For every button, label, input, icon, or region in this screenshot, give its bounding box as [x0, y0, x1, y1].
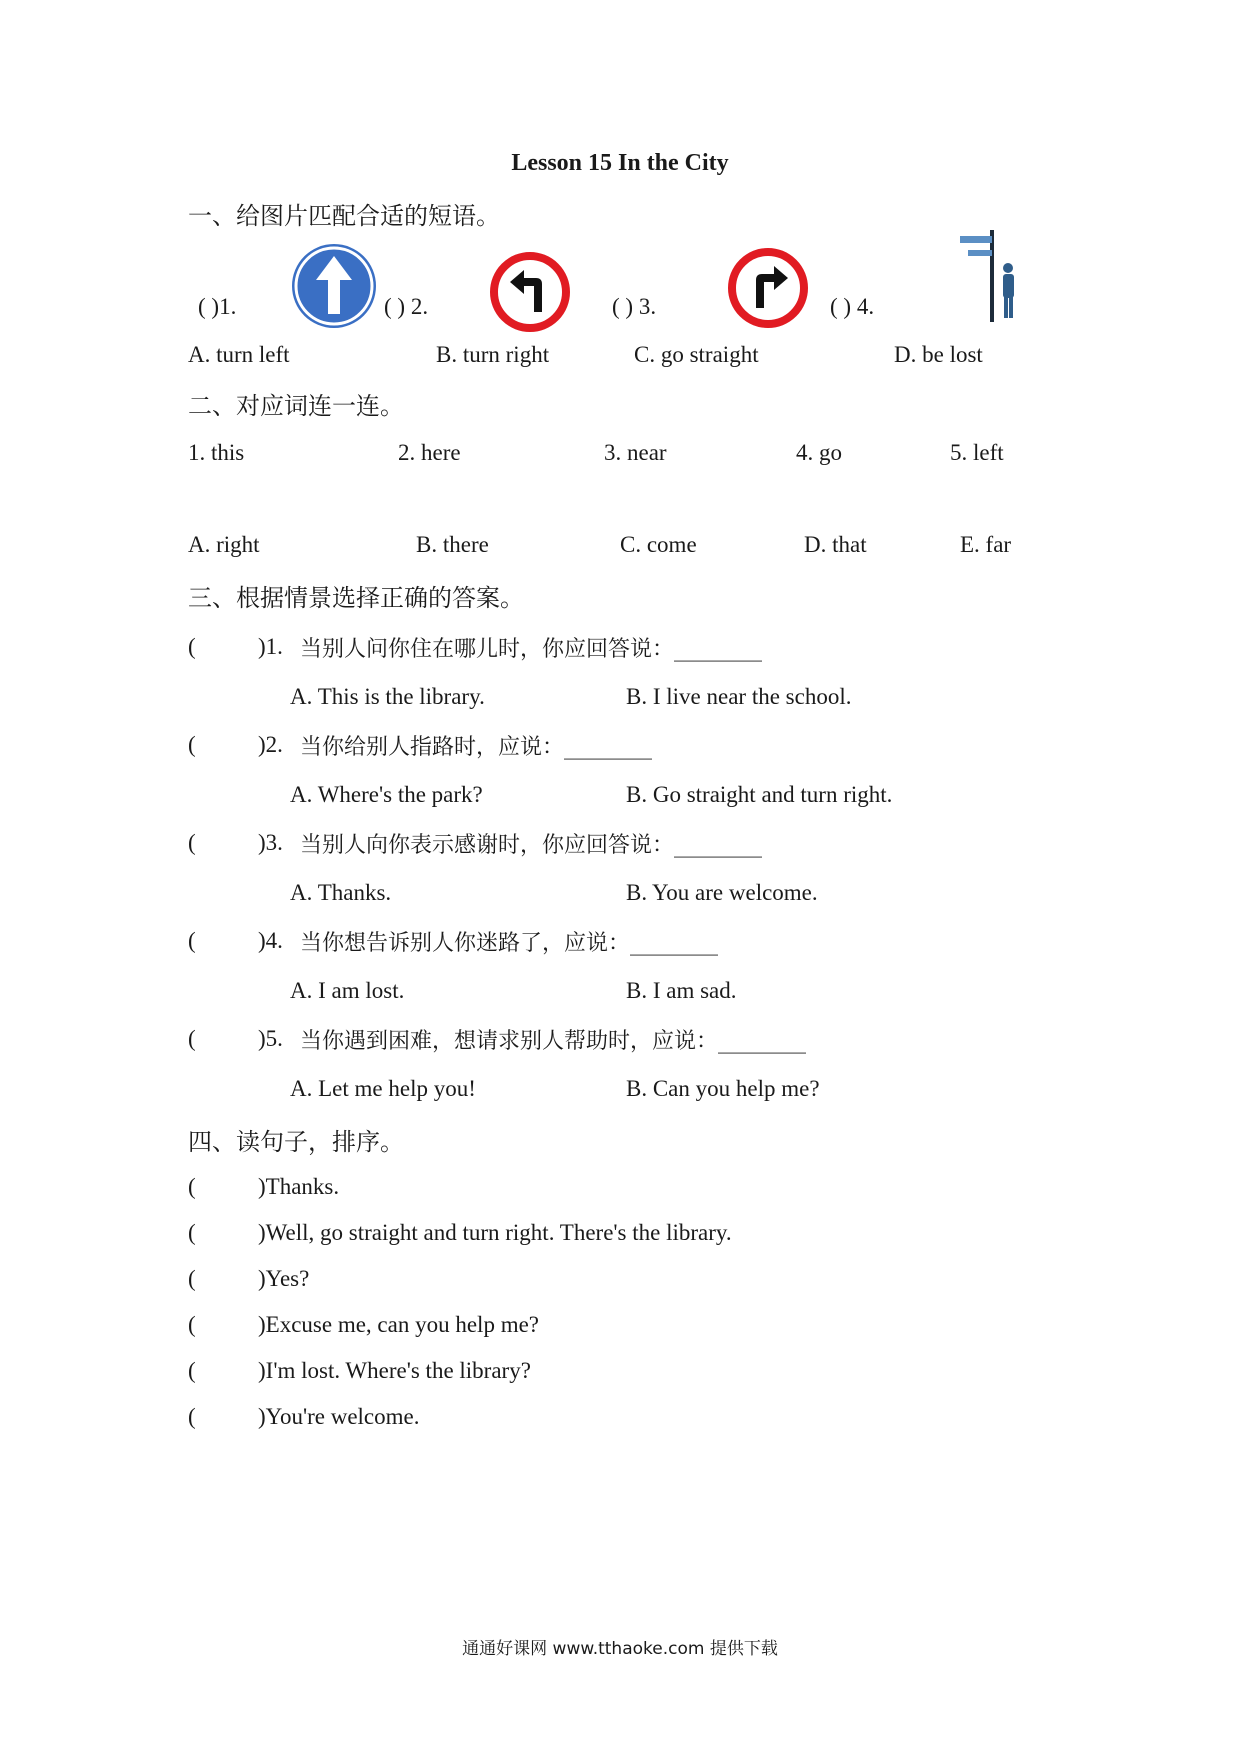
section4-heading: 四、读句子，排序。	[188, 1128, 404, 1156]
s4-line-6-text: )You're welcome.	[258, 1404, 420, 1429]
s3-q3-option-a: A. Thanks.	[290, 880, 392, 905]
s3-q4-paren: (	[188, 928, 196, 953]
s4-line-3-text: )Yes?	[258, 1266, 310, 1291]
go-straight-sign-icon	[290, 242, 378, 330]
s3-q5-num: )5.	[258, 1026, 283, 1051]
s4-line-1-text: )Thanks.	[258, 1174, 340, 1199]
s3-q1-option-b: B. I live near the school.	[626, 684, 852, 709]
s2-top-3: 3. near	[604, 440, 667, 465]
s3-q5-option-a: A. Let me help you!	[290, 1076, 476, 1101]
section3-heading: 三、根据情景选择正确的答案。	[188, 584, 524, 612]
section1-heading: 一、给图片匹配合适的短语。	[188, 202, 500, 230]
s3-q1-paren: (	[188, 634, 196, 659]
s2-top-2: 2. here	[398, 440, 461, 465]
lost-person-signpost-icon	[958, 230, 1018, 322]
s1-item-2-label: ( ) 2.	[384, 294, 429, 319]
s4-line-1-paren: (	[188, 1174, 196, 1199]
s3-q2-option-a: A. Where's the park?	[290, 782, 483, 807]
s3-q3-option-b: B. You are welcome.	[626, 880, 818, 905]
s3-q2-paren: (	[188, 732, 196, 757]
s3-q2-option-b: B. Go straight and turn right.	[626, 782, 893, 807]
s2-bottom-b: B. there	[416, 532, 489, 557]
s4-line-6-paren: (	[188, 1404, 196, 1429]
turn-right-sign-icon	[728, 248, 808, 328]
s3-q1-num: )1.	[258, 634, 283, 659]
s4-line-3-paren: (	[188, 1266, 196, 1291]
s2-top-5: 5. left	[950, 440, 1004, 465]
s3-q2-text: 当你给别人指路时，应说：________	[300, 735, 653, 760]
s2-bottom-a: A. right	[188, 532, 260, 557]
s3-q1-text: 当别人问你住在哪儿时，你应回答说：________	[300, 637, 763, 662]
s4-line-2-text: )Well, go straight and turn right. There's the library.	[258, 1220, 732, 1245]
s2-bottom-e: E. far	[960, 532, 1012, 557]
page-title: Lesson 15 In the City	[511, 150, 729, 176]
s1-item-4-label: ( ) 4.	[830, 294, 875, 319]
s4-line-4-text: )Excuse me, can you help me?	[258, 1312, 539, 1337]
s3-q5-paren: (	[188, 1026, 196, 1051]
s4-line-2-paren: (	[188, 1220, 196, 1245]
s3-q3-num: )3.	[258, 830, 283, 855]
s3-q4-option-b: B. I am sad.	[626, 978, 737, 1003]
s4-line-5-paren: (	[188, 1358, 196, 1383]
s2-top-4: 4. go	[796, 440, 842, 465]
turn-left-sign-icon	[490, 252, 570, 332]
footer-credit: 通通好课网 www.tthaoke.com 提供下载	[462, 1639, 778, 1659]
s2-bottom-d: D. that	[804, 532, 867, 557]
s1-option-b: B. turn right	[436, 342, 550, 367]
s2-top-1: 1. this	[188, 440, 245, 465]
s1-option-c: C. go straight	[634, 342, 759, 367]
s1-option-d: D. be lost	[894, 342, 983, 367]
s4-line-4-paren: (	[188, 1312, 196, 1337]
s3-q4-option-a: A. I am lost.	[290, 978, 405, 1003]
s3-q4-num: )4.	[258, 928, 283, 953]
s4-line-5-text: )I'm lost. Where's the library?	[258, 1358, 531, 1383]
s3-q4-text: 当你想告诉别人你迷路了，应说：________	[300, 931, 719, 956]
s3-q5-text: 当你遇到困难，想请求别人帮助时，应说：________	[300, 1029, 807, 1054]
section2-heading: 二、对应词连一连。	[188, 392, 404, 420]
s1-option-a: A. turn left	[188, 342, 290, 367]
s1-item-3-label: ( ) 3.	[612, 294, 657, 319]
s3-q2-num: )2.	[258, 732, 283, 757]
s3-q5-option-b: B. Can you help me?	[626, 1076, 820, 1101]
s3-q3-text: 当别人向你表示感谢时，你应回答说：________	[300, 833, 763, 858]
s3-q3-paren: (	[188, 830, 196, 855]
s2-bottom-c: C. come	[620, 532, 697, 557]
s3-q1-option-a: A. This is the library.	[290, 684, 485, 709]
s1-item-1-label: ( )1.	[198, 294, 237, 319]
